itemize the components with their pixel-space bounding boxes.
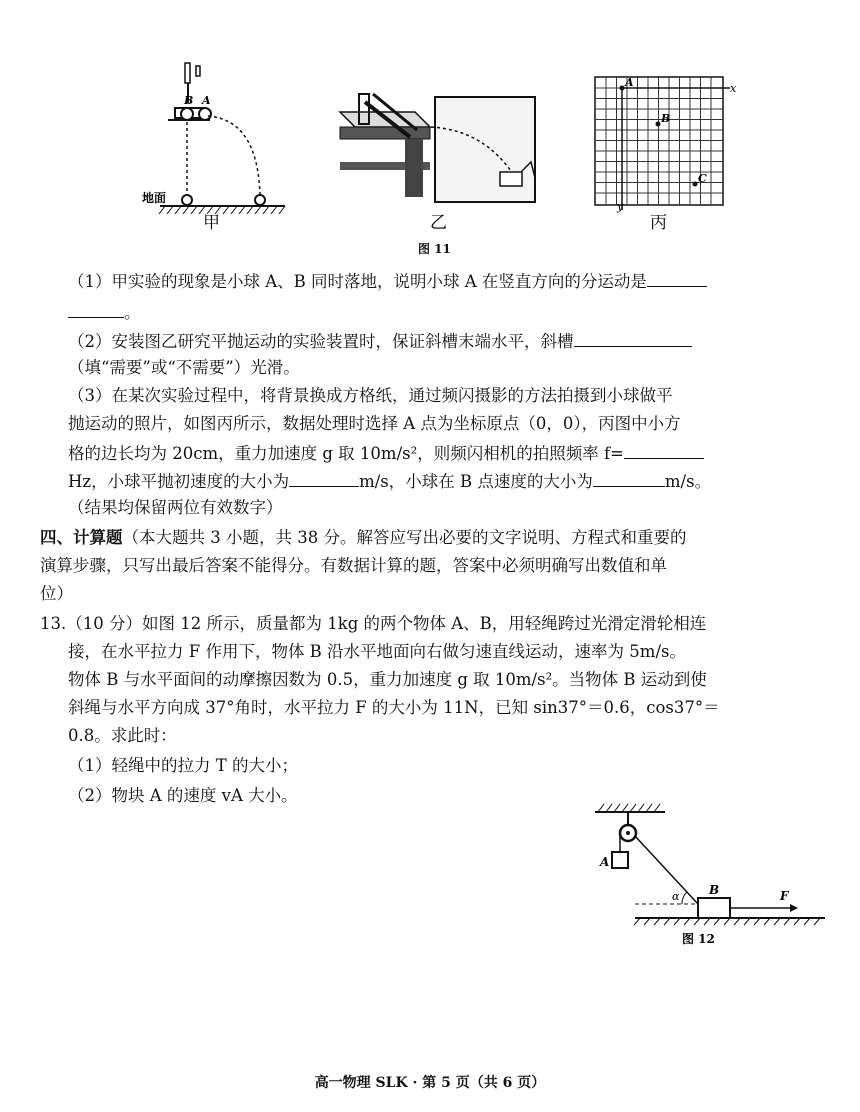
force-f-label: F (780, 889, 789, 903)
answer-blank[interactable] (647, 270, 707, 287)
block-b-label: B (709, 883, 720, 897)
figure-yi (335, 82, 545, 232)
q12-part3-l3 (68, 442, 704, 464)
figure-bing (590, 72, 750, 232)
answer-blank[interactable] (574, 330, 692, 347)
figure-yi-label: 乙 (430, 213, 447, 232)
figure-jia-label: 甲 (203, 213, 220, 233)
q12-part2-cont: （填“需要”或“不需要”）光滑。 (68, 358, 300, 377)
q13-sub2: （2）物块 A 的速度 vA 大小。 (68, 786, 298, 805)
q13-line3: 物体 B 与水平面间的动摩擦因数为 0.5，重力加速度 g 取 10m/s²。当物体 B 运动到使 (68, 670, 707, 689)
grid-point-c: C (698, 172, 707, 185)
section4-title: 四、计算题 (40, 528, 123, 547)
q12-part3-l3-text: 格的边长均为 20cm，重力加速度 g 取 10m/s²，则频闪相机的拍照频率 f= (68, 444, 624, 463)
q12-part1-end: 。 (124, 303, 141, 322)
q12-part3-l4 (68, 470, 711, 492)
figure-12-caption: 图 12 (682, 932, 715, 946)
axis-y-label: y (617, 200, 624, 213)
q13-line5: 0.8。求此时： (68, 726, 177, 745)
vb-blank[interactable] (593, 470, 665, 487)
q12-part3-l1: （3）在某次实验过程中，将背景换成方格纸，通过频闪摄影的方法拍摄到小球做平 (68, 386, 673, 405)
angle-alpha-label: α (672, 890, 680, 903)
q12-part1 (68, 270, 707, 292)
q12-part1-cont (68, 301, 141, 323)
q13-line4: 斜绳与水平方向成 37°角时，水平拉力 F 的大小为 11N，已知 sin37°＝0.6，cos37°＝ (68, 698, 720, 717)
figure-11-caption: 图 11 (418, 242, 451, 256)
q13-sub1: （1）轻绳中的拉力 T 的大小； (68, 756, 298, 775)
figure-jia (140, 58, 290, 233)
q12-part2 (68, 330, 692, 352)
answer-blank[interactable] (68, 301, 124, 318)
grid-point-a: A (625, 76, 634, 89)
section4-desc3: 位） (40, 584, 73, 603)
q13-line1: 13.（10 分）如图 12 所示，质量都为 1kg 的两个物体 A、B，用轻绳跨过光滑定滑轮相连 (40, 614, 707, 633)
ground-label: 地面 (142, 191, 167, 205)
v0-blank[interactable] (289, 470, 359, 487)
block-a-label: A (600, 855, 610, 869)
q12-part3-note: （结果均保留两位有效数字） (68, 498, 283, 517)
hz-text: Hz，小球平抛初速度的大小为 (68, 472, 290, 491)
page-footer: 高一物理 SLK · 第 5 页（共 6 页） (314, 1075, 546, 1091)
q12-part1-text: （1）甲实验的现象是小球 A、B 同时落地，说明小球 A 在竖直方向的分运动是 (68, 272, 647, 291)
point-b-label: B (184, 94, 194, 107)
q13-line2: 接，在水平拉力 F 作用下，物体 B 沿水平地面向右做匀速直线运动，速率为 5m/s。 (68, 642, 686, 661)
point-a-label: A (202, 94, 211, 107)
section4-desc1: （本大题共 3 小题，共 38 分。解答应写出必要的文字说明、方程式和重要的 (122, 528, 687, 547)
q12-part3-l2: 抛运动的照片，如图丙所示，数据处理时选择 A 点为坐标原点（0，0），丙图中小方 (68, 414, 681, 433)
axis-x-label: x (730, 82, 737, 95)
q12-part2-text: （2）安装图乙研究平抛运动的实验装置时，保证斜槽末端水平，斜槽 (68, 332, 574, 351)
grid-point-b: B (661, 112, 671, 125)
figure-12 (590, 800, 830, 950)
section4-desc2: 演算步骤，只写出最后答案不能得分。有数据计算的题，答案中必须明确写出数值和单 (40, 556, 667, 575)
figure-bing-label: 丙 (650, 213, 667, 232)
frequency-blank[interactable] (624, 442, 704, 459)
section4-header (40, 528, 686, 548)
ms-end: m/s。 (664, 472, 712, 491)
ms-text: m/s，小球在 B 点速度的大小为 (359, 472, 593, 491)
